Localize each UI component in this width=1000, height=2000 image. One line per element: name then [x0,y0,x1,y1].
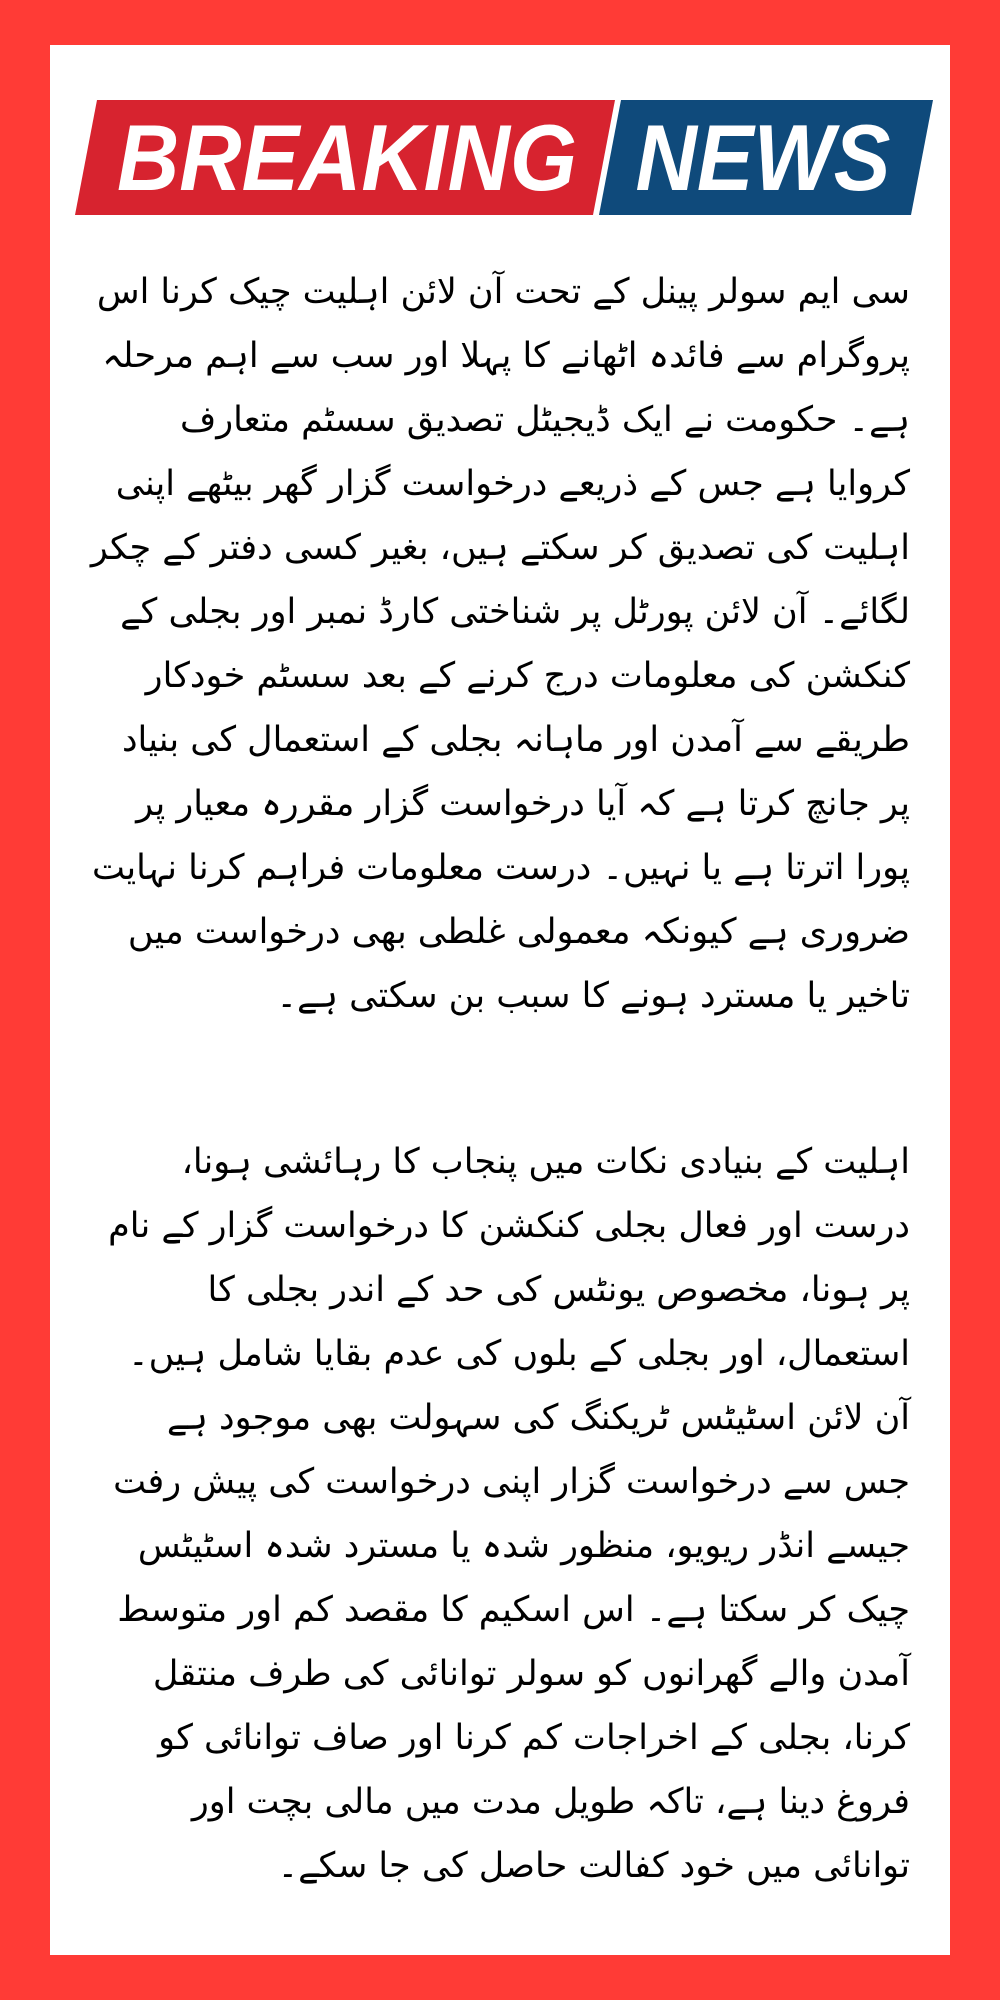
article-paragraph-1: سی ایم سولر پینل کے تحت آن لائن اہلیت چیک کرنا اس پروگرام سے فائدہ اٹھانے کا پہلا اور سب سے اہم مرحلہ ہے۔ حکومت نے ایک ڈیجیٹل تصدیق سسٹم متعارف کروایا ہے جس کے ذریعے درخواست گزار گھر بیٹھے اپنی اہلیت کی تصدیق کر سکتے ہیں، بغیر کسی دفتر کے چکر لگائے۔ آن لائن پورٹل پر شناختی کارڈ نمبر اور بجلی کے کنکشن کی معلومات درج کرنے کے بعد سسٹم خودکار طریقے سے آمدن اور ماہانہ بجلی کے استعمال کی بنیاد پر جانچ کرتا ہے کہ آیا درخواست گزار مقررہ معیار پر پورا اترتا ہے یا نہیں۔ درست معلومات فراہم کرنا نہایت ضروری ہے کیونکہ معمولی غلطی بھی درخواست میں تاخیر یا مسترد ہونے کا سبب بن سکتی ہے۔ [90,272,910,1016]
article-paragraph-2: اہلیت کے بنیادی نکات میں پنجاب کا رہائشی ہونا، درست اور فعال بجلی کنکشن کا درخواست گزار کے نام پر ہونا، مخصوص یونٹس کی حد کے اندر بجلی کا استعمال، اور بجلی کے بلوں کی عدم بقایا شامل ہیں۔ آن لائن اسٹیٹس ٹریکنگ کی سہولت بھی موجود ہے جس سے درخواست گزار اپنی درخواست کی پیش رفت جیسے انڈر ریویو، منظور شدہ یا مسترد شدہ اسٹیٹس چیک کر سکتا ہے۔ اس اسکیم کا مقصد کم اور متوسط آمدن والے گھرانوں کو سولر توانائی کی طرف منتقل کرنا، بجلی کے اخراجات کم کرنا اور صاف توانائی کو فروغ دینا ہے، تاکہ طویل مدت میں مالی بچت اور توانائی میں خود کفالت حاصل کی جا سکے۔ [108,1142,910,1886]
breaking-news-graphic [75,100,933,215]
breaking-news-banner [75,100,933,215]
banner-word-news: NEWS [635,105,891,210]
banner-word-breaking: BREAKING [117,105,577,210]
article-card [50,45,950,1955]
